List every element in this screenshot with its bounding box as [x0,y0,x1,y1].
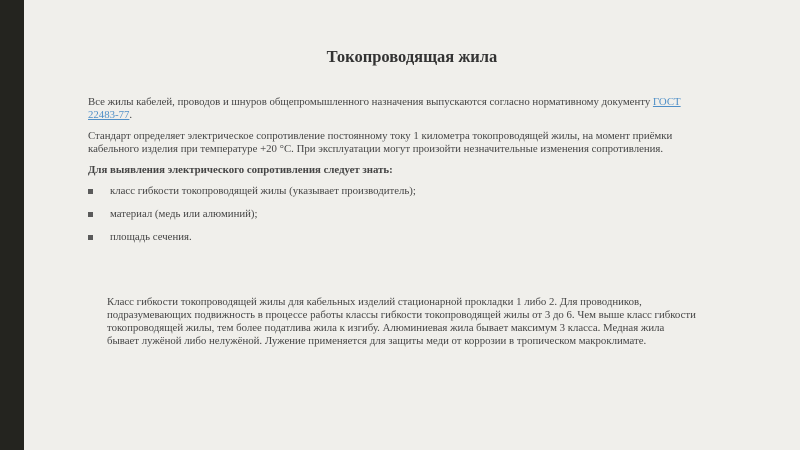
bullet-text: материал (медь или алюминий); [110,208,258,220]
bold-heading: Для выявления электрического сопротивления следует знать: [88,164,393,176]
slide-body [88,96,688,254]
bullet-item [88,185,688,198]
bullet-item [88,208,688,221]
intro-text: Все жилы кабелей, проводов и шнуров общепромышленного назначения выпускаются согласно нормативному документу [88,96,653,108]
bullet-text: класс гибкости токопроводящей жилы (указывает производитель); [110,185,416,197]
side-bar-decoration [0,0,24,450]
bullet-list [88,185,688,244]
square-bullet-icon [88,212,93,217]
bullet-item [88,231,688,244]
slide-title: Токопроводящая жила [326,47,498,66]
intro-end: . [129,109,133,121]
note-paragraph: Класс гибкости токопроводящей жилы для кабельных изделий стационарной прокладки 1 либо 2. Для проводников, подразумевающих подвижность в процессе работы классы гибкости токопроводящей жилы от 3 до 6. Чем выше класс гибкости токопроводящей жилы, тем более податлива жила к изгибу. Алюминиевая жила бывает максимум 3 класса. Медная жила бывает лужёной либо нелужёной. Лужение применяется для защиты меди от коррозии в тропическом макроклимате. [107,296,696,347]
intro-paragraph [88,96,688,122]
gost-link[interactable]: ГОСТ 22483-77 [88,96,681,121]
square-bullet-icon [88,189,93,194]
bullet-text: площадь сечения. [110,231,192,243]
standard-paragraph: Стандарт определяет электрическое сопротивление постоянному току 1 километра токопроводящей жилы, на момент приёмки кабельного изделия при температуре +20 °С. При эксплуатации могут произойти незначительные изменения сопротивления. [88,130,673,155]
square-bullet-icon [88,235,93,240]
